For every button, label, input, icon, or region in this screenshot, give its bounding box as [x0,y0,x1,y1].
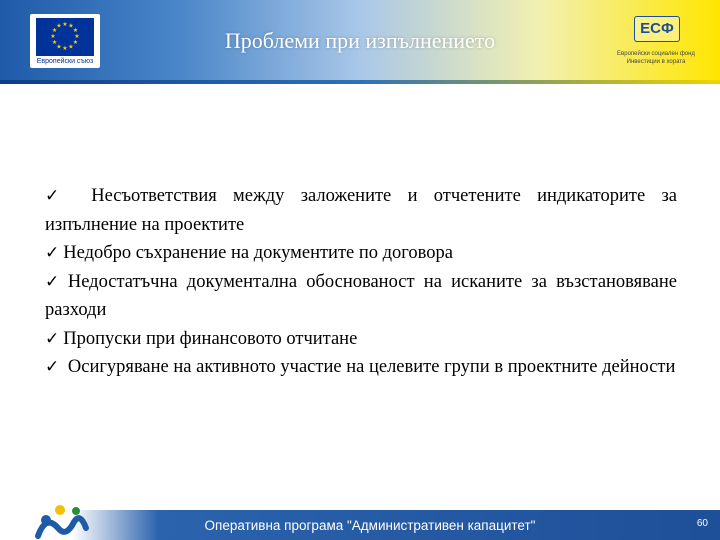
footer-program-text: Оперативна програма "Административен капацитет" [204,518,536,533]
svg-text:★: ★ [72,27,79,34]
esf-name: ЕСФ [634,16,680,42]
list-item [45,268,677,325]
list-item [45,325,677,354]
svg-text:★: ★ [62,21,68,28]
problems-list [45,182,677,382]
list-item-text: Пропуски при финансовото отчитане [63,328,358,349]
list-item-text: Несъответствия между заложените и отчетените индикаторите за изпълнение на проектите [45,186,678,235]
list-item-text: Недостатъчна документална обоснованост на исканите за възстановяване разходи [45,271,677,320]
check-icon: ✓ [45,186,71,206]
svg-text:★: ★ [51,27,58,34]
svg-text:★: ★ [51,39,58,46]
esf-logo [610,12,702,74]
svg-text:★: ★ [56,43,62,51]
program-logo-icon [10,500,90,540]
svg-text:★: ★ [74,33,80,40]
svg-text:★: ★ [72,39,79,46]
page-number: 60 [696,518,708,529]
svg-text:★: ★ [68,43,74,51]
list-item [45,182,677,239]
check-icon: ✓ [45,271,64,292]
header-divider [0,80,720,84]
page-title: Проблеми при изпълнението [224,28,496,53]
list-item [45,353,677,382]
esf-subtitle: Европейски социален фонд Инвестиции в хората [617,51,695,65]
svg-text:★: ★ [50,33,56,40]
svg-text:★: ★ [68,22,74,30]
eu-flag-icon [36,18,94,56]
list-item-text: Недобро съхранение на документите по договора [63,243,454,263]
eu-caption: Европейски съюз [36,58,94,65]
eu-logo [30,14,100,68]
svg-text:★: ★ [56,22,62,30]
list-item-text: Осигуряване на активното участие на целевите групи в проектните дейности [67,357,676,377]
svg-text:★: ★ [62,45,68,52]
check-icon: ✓ [45,357,60,377]
list-item [45,239,677,268]
check-icon: ✓ [45,328,60,349]
check-icon: ✓ [45,243,60,263]
